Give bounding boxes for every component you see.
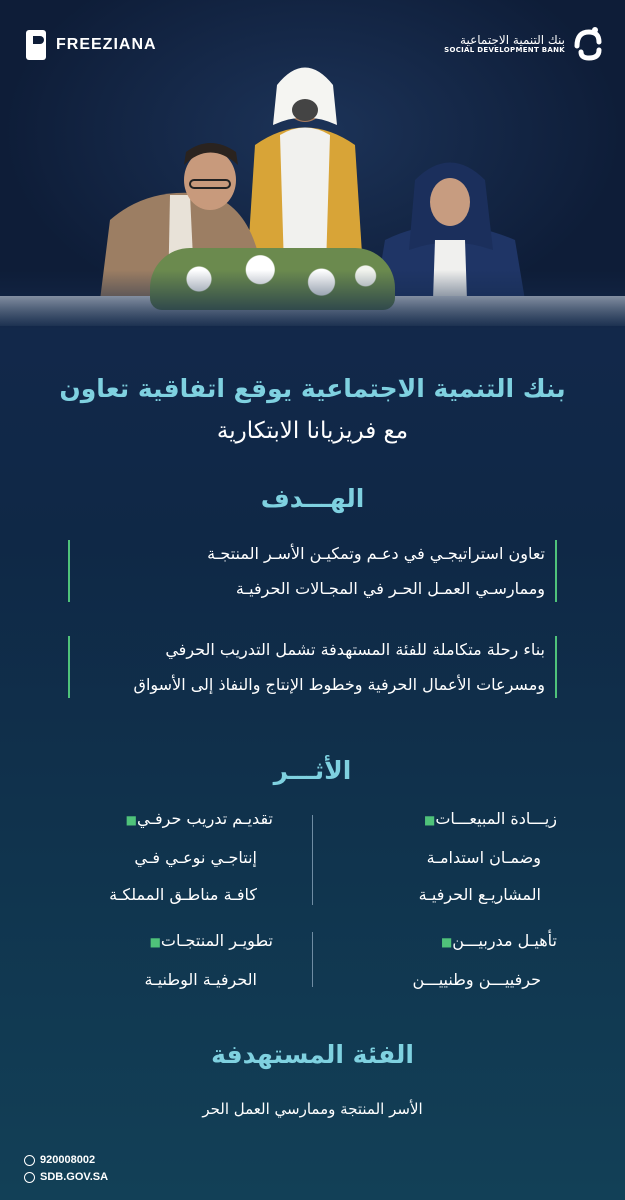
headline-line-1: بنك التنمية الاجتماعية يوقع اتفاقية تعاون bbox=[59, 374, 566, 403]
sdb-name-english: SOCIAL DEVELOPMENT BANK bbox=[444, 45, 565, 54]
bullet-icon: ■ bbox=[440, 935, 453, 949]
impact-left-item-2 bbox=[53, 922, 273, 998]
impact-divider-1 bbox=[312, 815, 313, 905]
phone-icon bbox=[24, 1155, 35, 1166]
goal-item-2-line-2: ومسرعات الأعمال الحرفية وخطوط الإنتاج والنفاذ إلى الأسواق bbox=[133, 675, 545, 694]
goal-item-2-line-1: بناء رحلة متكاملة للفئة المستهدفة تشمل التدريب الحرفي bbox=[165, 640, 545, 659]
goal-right-bar-1 bbox=[555, 540, 557, 602]
freeziana-logo-icon bbox=[26, 30, 46, 60]
bullet-icon: ■ bbox=[125, 813, 137, 827]
footer-website-text: SDB.GOV.SA bbox=[40, 1171, 109, 1183]
target-title: الفئة المستهدفة bbox=[211, 1040, 414, 1069]
sdb-logo bbox=[444, 26, 603, 62]
globe-icon bbox=[24, 1172, 35, 1183]
freeziana-logo bbox=[26, 30, 157, 60]
impact-left-item-1-line-2: إنتاجـي نوعـي فـي bbox=[134, 848, 257, 867]
goal-title: الهـــدف bbox=[260, 484, 365, 513]
goal-right-bar-2 bbox=[555, 636, 557, 698]
impact-left-item-1 bbox=[53, 800, 273, 913]
impact-left-item-2-line-1: تطويـر المنتجـات bbox=[160, 931, 273, 950]
impact-right-item-2 bbox=[337, 922, 557, 998]
bullet-icon: ■ bbox=[149, 935, 161, 949]
impact-right-item-2-line-2: حرفييـــن وطنييـــن bbox=[412, 970, 541, 989]
impact-left-item-1-line-1: تقديـم تدريب حرفـي bbox=[136, 809, 273, 828]
footer-website[interactable] bbox=[24, 1171, 108, 1183]
impact-right-item-1-line-3: المشاريـع الحرفيـة bbox=[418, 885, 541, 904]
target-text: الأسر المنتجة وممارسي العمل الحر bbox=[202, 1100, 423, 1118]
impact-right-item-2-line-1: تأهيـل مدربيـــن bbox=[452, 931, 557, 950]
goal-item-1-line-1: تعاون استراتيجـي في دعـم وتمكيـن الأسـر المنتجـة bbox=[207, 544, 545, 563]
impact-right-item-1-line-1: زيـــادة المبيعـــات bbox=[435, 809, 557, 828]
sdb-logo-icon bbox=[573, 26, 603, 62]
impact-title: الأثـــر bbox=[273, 756, 352, 785]
impact-divider-2 bbox=[312, 932, 313, 987]
goal-item-1-line-2: وممارسـي العمـل الحـر في المجـالات الحرفيـة bbox=[235, 579, 545, 598]
footer-phone-text: 920008002 bbox=[40, 1154, 96, 1166]
bullet-icon: ■ bbox=[424, 813, 436, 827]
footer-phone[interactable] bbox=[24, 1154, 95, 1166]
impact-right-item-1-line-2: وضمـان استدامـة bbox=[426, 848, 541, 867]
impact-right-item-1 bbox=[337, 800, 557, 913]
impact-left-item-1-line-3: كافـة مناطـق المملكـة bbox=[109, 885, 257, 904]
freeziana-logo-text: FREEZIANA bbox=[56, 36, 157, 53]
impact-left-item-2-line-2: الحرفيـة الوطنيـة bbox=[144, 970, 257, 989]
headline-line-2: مع فريزيانا الابتكارية bbox=[216, 418, 409, 444]
sdb-name-arabic: بنك التنمية الاجتماعية bbox=[460, 32, 565, 47]
goal-item-2 bbox=[55, 632, 545, 702]
goal-item-1 bbox=[55, 536, 545, 606]
